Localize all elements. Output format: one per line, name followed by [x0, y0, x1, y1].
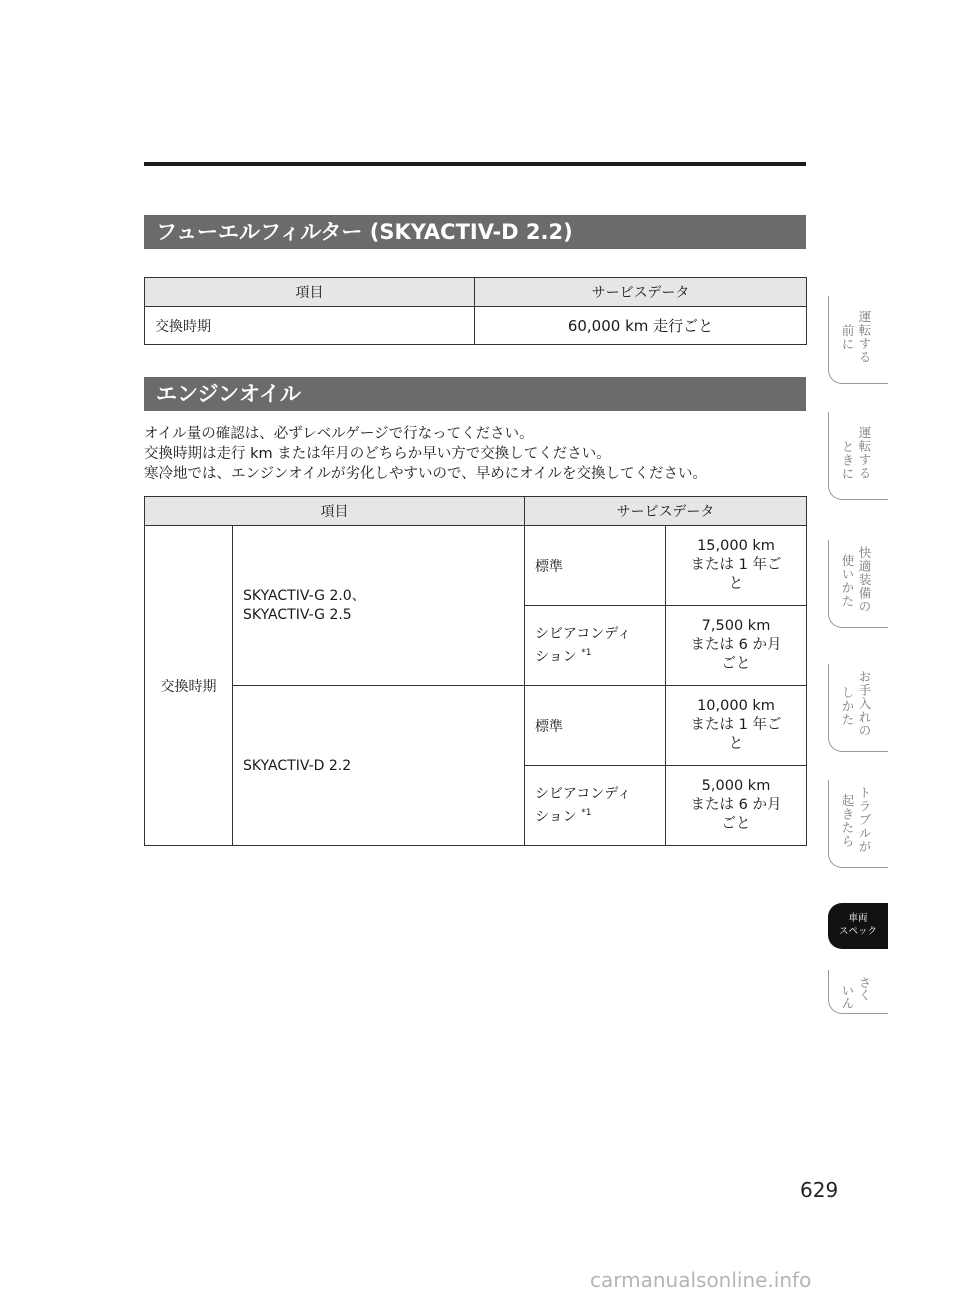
top-rule — [144, 162, 806, 166]
footnote-marker: *1 — [581, 807, 592, 818]
tab-label: 運転する — [857, 310, 872, 364]
page-number: 629 — [800, 1178, 839, 1202]
tab-label: 起きたら — [840, 794, 855, 848]
condition-severe-text: ション — [535, 648, 577, 665]
tab-while-driving[interactable] — [828, 412, 888, 500]
interval-value — [666, 766, 807, 846]
interval-time: または 6 か月 — [690, 797, 782, 813]
condition-severe — [525, 606, 666, 686]
engine-g-cell — [233, 526, 525, 686]
condition-severe-text: シビアコンディ — [535, 625, 632, 642]
condition-severe — [525, 766, 666, 846]
engine-oil-header-data: サービスデータ — [525, 497, 807, 526]
fuel-filter-row-value: 60,000 km 走行ごと — [475, 307, 807, 345]
tab-label: いん — [840, 984, 855, 1009]
tab-comfort-features[interactable] — [828, 540, 888, 628]
fuel-filter-row-label: 交換時期 — [145, 307, 475, 345]
interval-time: と — [728, 576, 744, 592]
interval-value — [666, 606, 807, 686]
interval-time: ごと — [721, 816, 751, 832]
tab-index[interactable] — [828, 970, 888, 1014]
engine-oil-heading: エンジンオイル — [144, 377, 806, 411]
interval-value — [666, 686, 807, 766]
engine-oil-paragraph: 寒冷地では、エンジンオイルが劣化しやすいので、早めにオイルを交換してください。 — [144, 466, 708, 482]
condition-severe-text: シビアコンディ — [535, 785, 632, 802]
engine-oil-description — [144, 424, 824, 484]
tab-troubleshooting[interactable] — [828, 780, 888, 868]
interval-time: と — [728, 736, 744, 752]
fuel-filter-header-item: 項目 — [145, 278, 475, 307]
interval-time: または 1 年ご — [690, 717, 782, 733]
interval-distance: 10,000 km — [697, 698, 775, 714]
condition-severe-text: ション — [535, 808, 577, 825]
interval-value — [666, 526, 807, 606]
tab-label: しかた — [840, 686, 855, 727]
tab-label: お手入れの — [857, 670, 872, 738]
tab-label: 快適装備の — [857, 546, 872, 614]
tab-label: ときに — [840, 440, 855, 481]
engine-oil-row-label: 交換時期 — [145, 526, 233, 846]
engine-g-name: SKYACTIV-G 2.0、 — [243, 587, 366, 604]
interval-time: または 6 か月 — [690, 637, 782, 653]
fuel-filter-header-data: サービスデータ — [475, 278, 807, 307]
condition-standard: 標準 — [525, 526, 666, 606]
engine-oil-paragraph: 交換時期は走行 km または年月のどちらか早い方で交換してください。 — [144, 446, 611, 462]
fuel-filter-heading: フューエルフィルター (SKYACTIV-D 2.2) — [144, 215, 806, 249]
tab-label: さく — [857, 976, 872, 1001]
engine-oil-paragraph: オイル量の確認は、必ずレベルゲージで行なってください。 — [144, 426, 534, 442]
interval-distance: 5,000 km — [701, 778, 771, 794]
tab-label: トラブルが — [857, 786, 872, 854]
condition-standard: 標準 — [525, 686, 666, 766]
interval-time: ごと — [721, 656, 751, 672]
interval-time: または 1 年ご — [690, 557, 782, 573]
engine-oil-header-item: 項目 — [145, 497, 525, 526]
tab-label: 前に — [840, 324, 855, 351]
tab-label: 使いかた — [840, 554, 855, 608]
tab-label: スペック — [838, 926, 877, 937]
engine-g-name: SKYACTIV-G 2.5 — [243, 606, 352, 623]
tab-before-driving[interactable] — [828, 296, 888, 384]
tab-label: 車両 — [848, 913, 868, 924]
engine-oil-table — [144, 496, 807, 846]
footnote-marker: *1 — [581, 647, 592, 658]
tab-label: 運転する — [857, 426, 872, 480]
watermark: carmanualsonline.info — [590, 1268, 812, 1292]
fuel-filter-table — [144, 277, 807, 345]
tab-vehicle-specs[interactable] — [828, 903, 888, 949]
engine-d-name: SKYACTIV-D 2.2 — [233, 686, 525, 846]
interval-distance: 7,500 km — [701, 618, 771, 634]
tab-maintenance[interactable] — [828, 664, 888, 752]
interval-distance: 15,000 km — [697, 538, 775, 554]
